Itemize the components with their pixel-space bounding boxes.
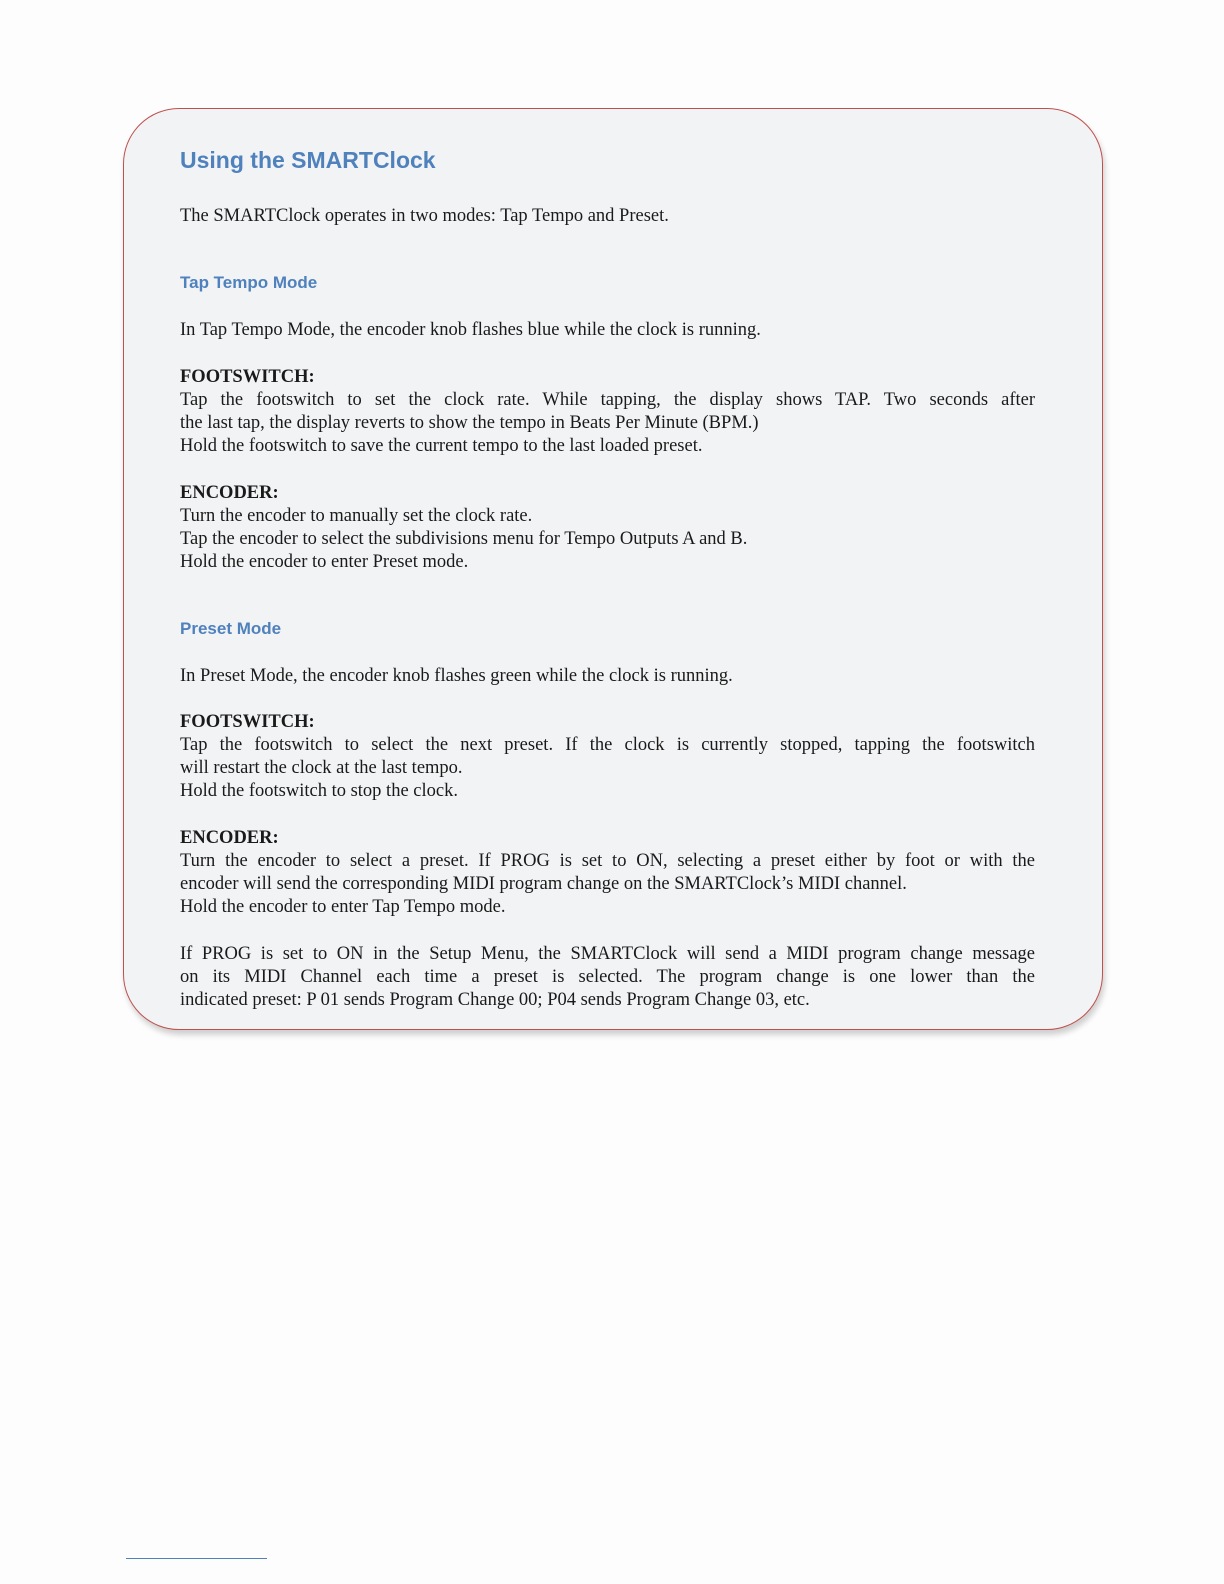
tap-tempo-footswitch-line: Tap the footswitch to set the clock rate. While tapping, the display shows TAP. Two seconds after [180, 390, 1035, 410]
page-title: Using the SMARTClock [180, 147, 436, 173]
tap-tempo-intro: In Tap Tempo Mode, the encoder knob flashes blue while the clock is running. [180, 320, 761, 340]
tap-tempo-encoder-line: Turn the encoder to manually set the clock rate. [180, 506, 533, 526]
intro-text: The SMARTClock operates in two modes: Tap Tempo and Preset. [180, 206, 669, 226]
tap-tempo-footswitch-line: the last tap, the display reverts to show the tempo in Beats Per Minute (BPM.) [180, 413, 759, 433]
preset-encoder-label: ENCODER: [180, 828, 279, 848]
preset-encoder-line: Hold the encoder to enter Tap Tempo mode. [180, 897, 506, 917]
preset-footswitch-line: Tap the footswitch to select the next preset. If the clock is currently stopped, tapping the footswitch [180, 735, 1035, 755]
preset-encoder-line: encoder will send the corresponding MIDI program change on the SMARTClock’s MIDI channel. [180, 874, 907, 894]
prog-note-line: on its MIDI Channel each time a preset is selected. The program change is one lower than the [180, 967, 1035, 987]
preset-heading: Preset Mode [180, 619, 282, 638]
tap-tempo-encoder-label: ENCODER: [180, 483, 279, 503]
footnote-separator [126, 1558, 267, 1559]
preset-footswitch-line: Hold the footswitch to stop the clock. [180, 781, 458, 801]
preset-footswitch-label: FOOTSWITCH: [180, 712, 315, 732]
preset-intro: In Preset Mode, the encoder knob flashes green while the clock is running. [180, 666, 733, 686]
prog-note-line: indicated preset: P 01 sends Program Change 00; P04 sends Program Change 03, etc. [180, 990, 810, 1010]
prog-note-line: If PROG is set to ON in the Setup Menu, the SMARTClock will send a MIDI program change message [180, 944, 1035, 964]
tap-tempo-footswitch-line: Hold the footswitch to save the current tempo to the last loaded preset. [180, 436, 703, 456]
preset-encoder-line: Turn the encoder to select a preset. If PROG is set to ON, selecting a preset either by foot or with the [180, 851, 1035, 871]
tap-tempo-encoder-line: Tap the encoder to select the subdivisions menu for Tempo Outputs A and B. [180, 529, 748, 549]
tap-tempo-encoder-line: Hold the encoder to enter Preset mode. [180, 552, 469, 572]
tap-tempo-footswitch-label: FOOTSWITCH: [180, 367, 315, 387]
tap-tempo-heading: Tap Tempo Mode [180, 273, 318, 292]
preset-footswitch-line: will restart the clock at the last tempo. [180, 758, 463, 778]
